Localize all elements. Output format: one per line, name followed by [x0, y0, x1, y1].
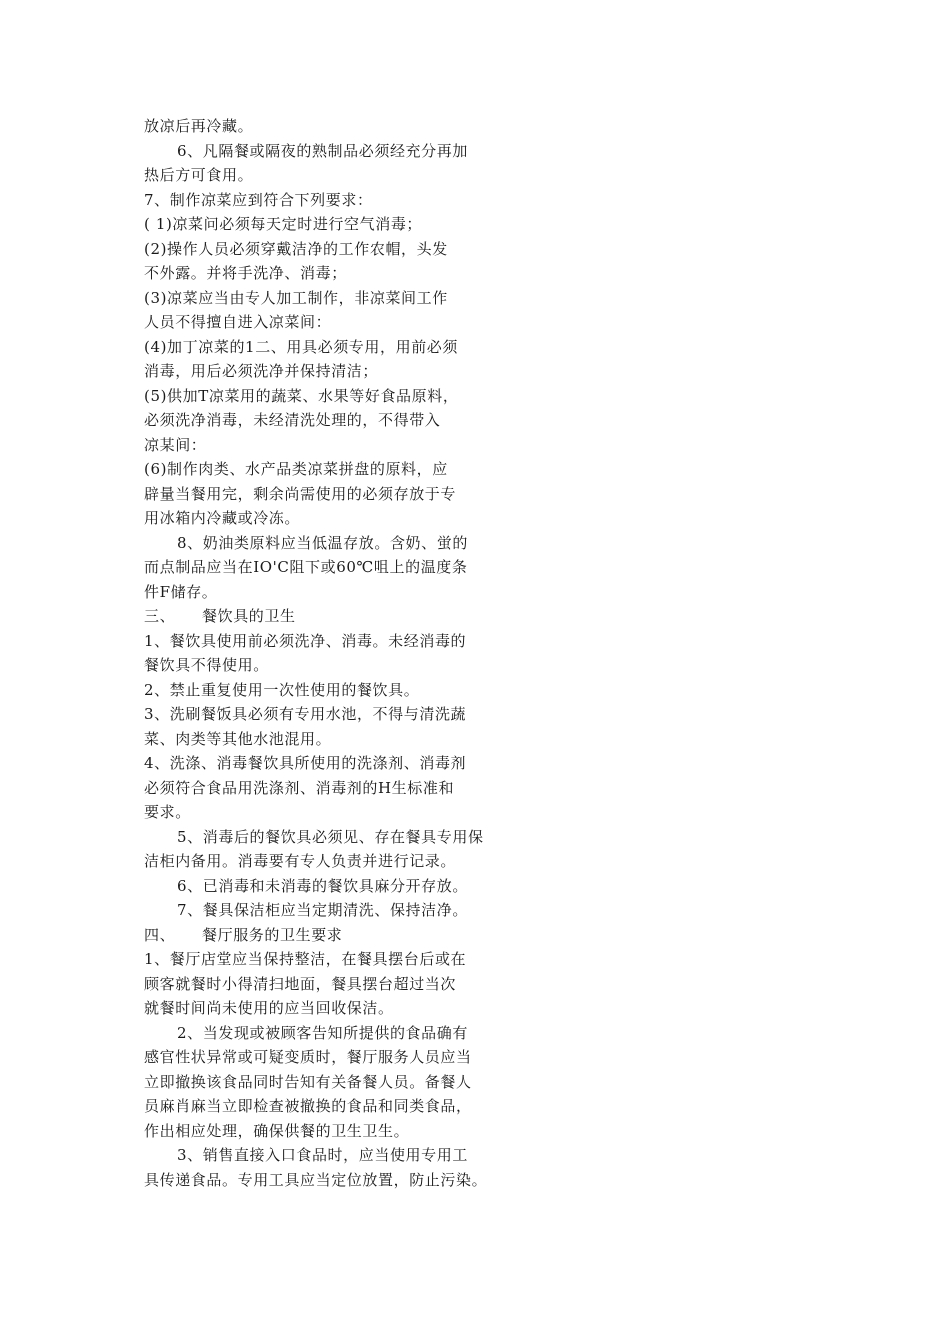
text-line: (6)制作肉类、水产品类凉菜拼盘的原料，应 — [144, 460, 448, 478]
text-line: 4、洗涤、消毒餐饮具所使用的洗涤剂、消毒剂 — [144, 754, 467, 772]
text-line: 必须符合食品用洗涤剂、消毒剂的H生标准和 — [144, 778, 455, 797]
text-line: (3)凉菜应当由专人加工制作，非凉菜间工作 — [144, 288, 448, 307]
text-line: 7、制作凉菜应到符合下列要求： — [144, 190, 373, 209]
text-line: 3、销售直接入口食品时，应当使用专用工 — [177, 1146, 468, 1164]
text-line: 而点制品应当在IO'C阻下或60℃咀上的温度条 — [144, 558, 468, 576]
section-title: 餐厅服务的卫生要求 — [202, 925, 343, 944]
text-line: 作出相应处理，确保供餐的卫生卫生。 — [144, 1121, 410, 1140]
document-body — [144, 114, 524, 1192]
section-title: 餐饮具的卫生 — [202, 607, 296, 625]
text-line: 必须洗净消毒，未经清洗处理的，不得带入 — [144, 411, 441, 429]
text-line: 热后方可食用。 — [144, 166, 254, 184]
text-line: 6、已消毒和未消毒的餐饮具麻分开存放。 — [177, 876, 468, 895]
text-line: 7、餐具保洁柜应当定期清洗、保持洁净。 — [177, 901, 468, 919]
text-line: 员麻肖麻当立即检查被撤换的食品和同类食品， — [144, 1097, 472, 1115]
text-line: 感官性状异常或可疑变质时，餐厅服务人员应当 — [144, 1048, 472, 1066]
text-line: 5、消毒后的餐饮具必须见、存在餐具专用保 — [177, 827, 484, 846]
text-line: 菜、肉类等其他水池混用。 — [144, 729, 332, 748]
text-line: 用冰箱内冷藏或冷冻。 — [144, 509, 301, 527]
section-heading — [144, 604, 524, 629]
section-heading — [144, 923, 524, 948]
text-line: 洁柜内备用。消毒要有专人负责并进行记录。 — [144, 852, 457, 870]
text-line: 8、奶油类原料应当低温存放。含奶、蛍的 — [177, 533, 468, 552]
text-line: 件F储存。 — [144, 582, 218, 601]
text-line: 6、凡隔餐或隔夜的熟制品必须经充分再加 — [177, 141, 468, 160]
text-line: 要求。 — [144, 803, 191, 821]
text-line: 具传递食品。专用工具应当定位放置，防止污染。 — [144, 1170, 488, 1189]
text-line: 人员不得擅自进入凉菜间： — [144, 313, 332, 331]
text-line: 顾客就餐时小得清扫地面，餐具摆台超过当次 — [144, 974, 457, 993]
text-line: 辟量当餐用完，剩余尚需使用的必须存放于专 — [144, 484, 457, 503]
text-line: 2、禁止重复使用一次性使用的餐饮具。 — [144, 680, 420, 699]
section-number: 三、 — [144, 607, 176, 625]
text-line: 3、洗刷餐饭具必须有专用水池，不得与清洗蔬 — [144, 705, 467, 723]
text-line: 凉某间： — [144, 435, 207, 454]
text-line: 消毒，用后必须洗净并保持清洁； — [144, 362, 379, 380]
text-line: 1、餐厅店堂应当保持整洁，在餐具摆台后或在 — [144, 950, 467, 968]
section-number: 四、 — [144, 925, 176, 944]
text-line: ( 1)凉菜问必须每天定时进行空气消毒； — [144, 215, 423, 233]
text-line: 不外露。并将手洗净、消毒； — [144, 264, 347, 282]
text-line: 放凉后再冷藏。 — [144, 117, 254, 135]
text-line: 就餐时间尚未使用的应当回收保洁。 — [144, 999, 394, 1017]
text-line: (4)加丁凉菜的1二、用具必须专用，用前必须 — [144, 337, 458, 356]
text-line: (2)操作人员必须穿戴洁净的工作农帽，头发 — [144, 239, 448, 258]
text-line: 餐饮具不得使用。 — [144, 656, 269, 674]
text-line: 2、当发现或被顾客告知所提供的食品确有 — [177, 1023, 468, 1042]
text-line: (5)供加T凉菜用的蔬菜、水果等好食品原料， — [144, 386, 459, 405]
text-line: 立即撤换该食品同时告知有关备餐人员。备餐人 — [144, 1072, 472, 1091]
text-line: 1、餐饮具使用前必须洗净、消毒。未经消毒的 — [144, 631, 467, 650]
